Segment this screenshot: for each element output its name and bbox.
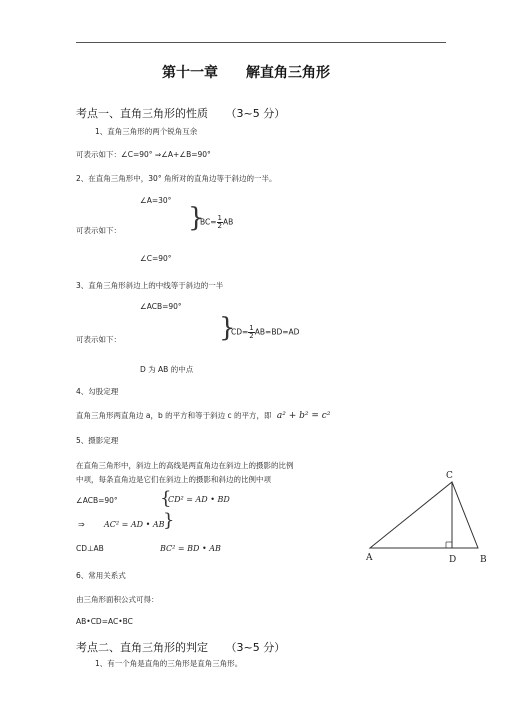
pythagorean-text: 直角三角形两直角边 a，b 的平方和等于斜边 c 的平方，即 — [76, 411, 272, 420]
property-2-result-left: BC= — [200, 217, 217, 227]
section-1-heading-text: 考点一、直角三角形的性质 — [76, 107, 208, 120]
property-5: 5、摄影定理 — [76, 436, 119, 445]
property-1-expression: 可表示如下：∠C=90° ⇒∠A+∠B=90° — [76, 150, 211, 159]
projection-equation-3: BC² = BD • AB — [160, 544, 221, 553]
property-3-result-left: CD= — [231, 327, 249, 337]
property-2-label: 可表示如下： — [76, 226, 121, 235]
section-2-heading-text: 考点二、直角三角形的判定 — [76, 641, 208, 654]
property-4: 4、勾股定理 — [76, 387, 119, 396]
property-2: 2、在直角三角形中，30° 角所对的直角边等于斜边的一半。 — [76, 174, 277, 183]
property-3-result — [231, 325, 299, 340]
vertex-a-label: A — [366, 553, 373, 563]
fraction-denominator: 2 — [217, 222, 223, 230]
vertex-c-label: C — [446, 471, 453, 481]
fraction-numerator: 1 — [249, 324, 254, 332]
property-1: 1、直角三角形的两个锐角互余 — [95, 127, 198, 136]
projection-condition-2: CD⊥AB — [76, 544, 104, 553]
criterion-1: 1、有一个角是直角的三角形是直角三角形。 — [95, 659, 243, 668]
property-3-condition-1: ∠ACB=90° — [140, 302, 182, 311]
brace-5b: } — [163, 510, 175, 531]
projection-equation-1: CD² = AD • BD — [168, 495, 230, 504]
pythagorean-statement — [76, 410, 330, 421]
fraction-denominator: 2 — [249, 332, 254, 340]
property-2-condition-2: ∠C=90° — [140, 254, 172, 263]
property-3: 3、直角三角形斜边上的中线等于斜边的一半 — [76, 281, 224, 290]
section-2-score: （3~5 分） — [225, 641, 286, 654]
projection-text-line-1: 在直角三角形中，斜边上的高线是两直角边在斜边上的摄影的比例 — [76, 461, 294, 470]
property-2-result-right: AB — [223, 217, 234, 227]
area-formula-intro: 由三角形面积公式可得： — [76, 595, 159, 604]
right-triangle-figure — [360, 460, 500, 570]
projection-equation-2: AC² = AD • AB — [104, 520, 165, 529]
triangle-outline — [370, 482, 478, 548]
property-2-result — [200, 215, 233, 230]
implies-arrow: ⇒ — [78, 520, 85, 529]
section-1-heading — [76, 105, 285, 121]
property-2-condition-1: ∠A=30° — [140, 196, 172, 205]
vertex-d-label: D — [449, 555, 457, 565]
brace-3: } — [219, 313, 236, 343]
brace-2: } — [188, 203, 205, 233]
brace-5: { — [160, 488, 172, 509]
property-3-result-right: AB=BD=AD — [254, 327, 300, 337]
property-3-label: 可表示如下： — [76, 335, 121, 344]
chapter-title: 第十一章 解直角三角形 — [162, 65, 330, 81]
projection-condition-1: ∠ACB=90° — [76, 496, 118, 505]
projection-text-line-2: 中项，每条直角边是它们在斜边上的摄影和斜边的比例中项 — [76, 475, 271, 484]
property-6: 6、常用关系式 — [76, 571, 126, 580]
pythagorean-formula: a² + b² = c² — [276, 411, 331, 421]
vertex-b-label: B — [480, 555, 487, 565]
section-2-heading — [76, 639, 285, 655]
fraction-numerator: 1 — [217, 214, 223, 222]
area-formula-expression: AB•CD=AC•BC — [76, 617, 133, 626]
top-rule — [76, 42, 446, 43]
property-3-condition-2: D 为 AB 的中点 — [140, 365, 194, 374]
section-1-score: （3~5 分） — [225, 107, 286, 120]
